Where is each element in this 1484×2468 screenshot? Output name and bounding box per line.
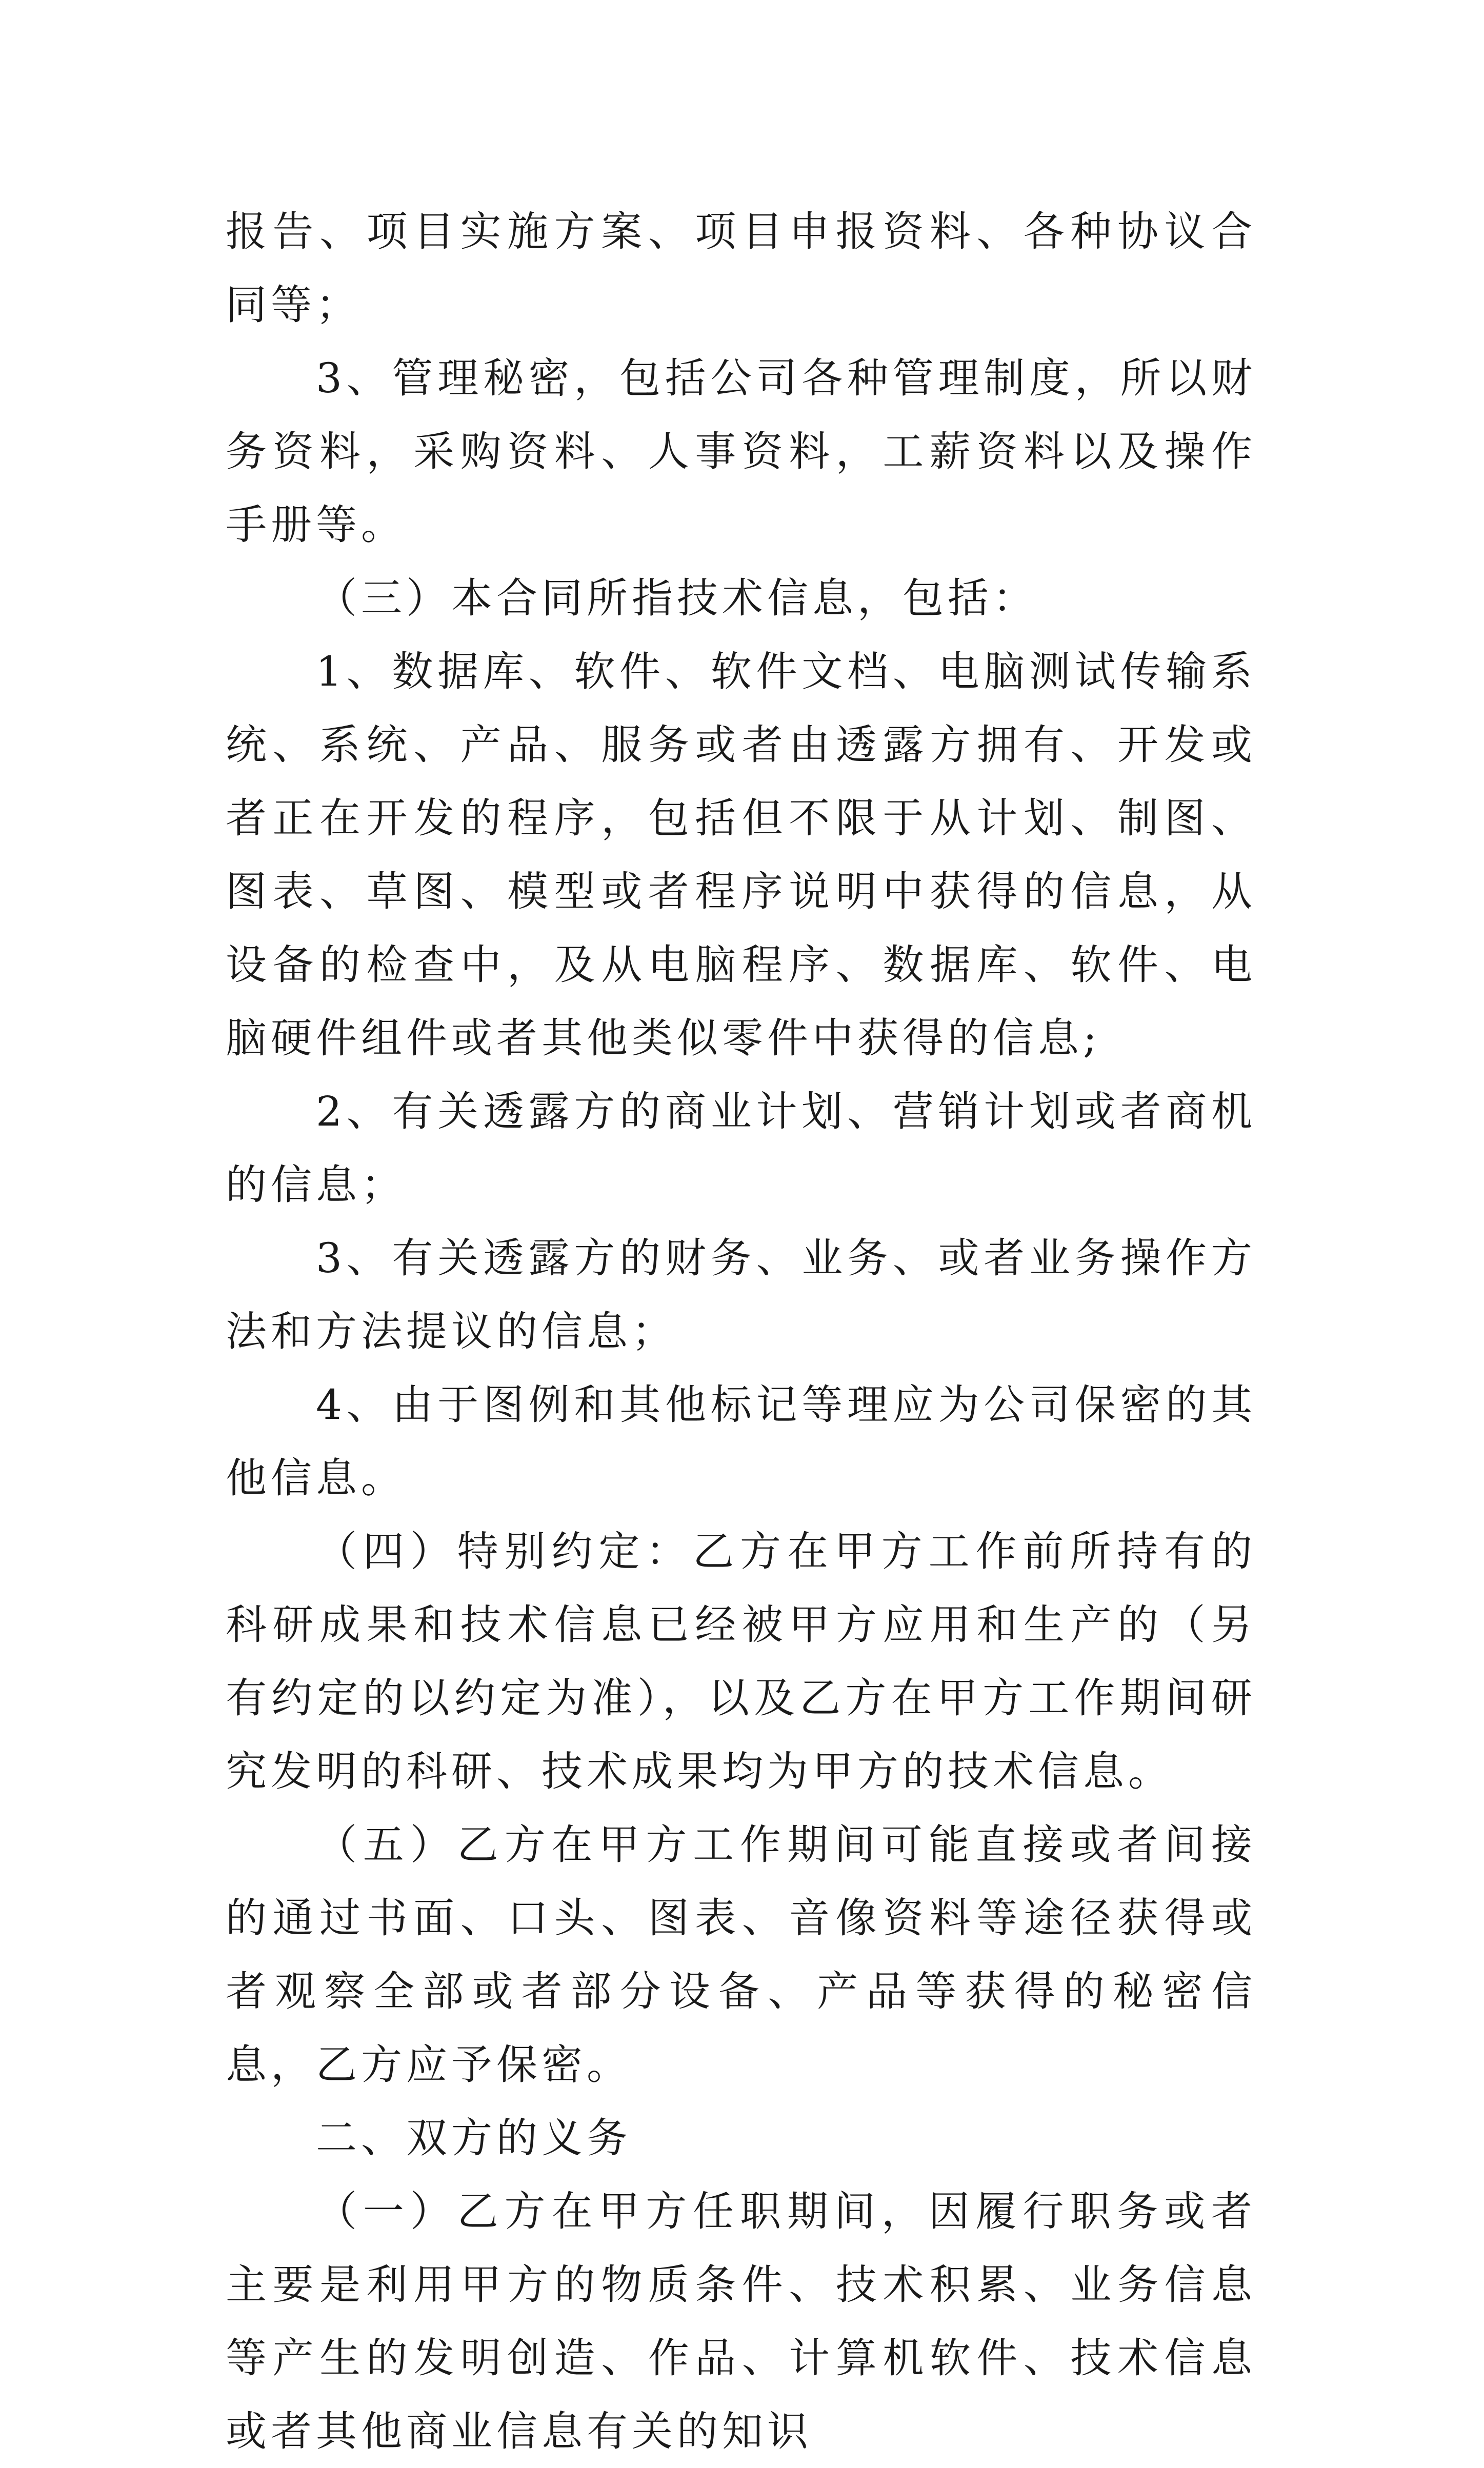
paragraph-special-agreement: （四）特别约定：乙方在甲方工作前所持有的科研成果和技术信息已经被甲方应用和生产的（另有约定的以约定为准），以及乙方在甲方工作期间研究发明的科研、技术成果均为甲方的技术信息。 <box>226 1528 1256 1795</box>
paragraph-item-4-legend: 4、由于图例和其他标记等理应为公司保密的其他信息。 <box>226 1381 1256 1502</box>
paragraph-item-2-business-plan: 2、有关透露方的商业计划、营销计划或者商机的信息； <box>226 1088 1256 1209</box>
document-body <box>226 195 1256 2468</box>
paragraph-item-3-finance: 3、有关透露方的财务、业务、或者业务操作方法和方法提议的信息； <box>226 1234 1256 1355</box>
paragraph-item-1-database: 1、数据库、软件、软件文档、电脑测试传输系统、系统、产品、服务或者由透露方拥有、开发或者正在开发的程序，包括但不限于从计划、制图、图表、草图、模型或者程序说明中获得的信息，从设备的检查中，及从电脑程序、数据库、软件、电脑硬件组件或者其他类似零件中获得的信息; <box>226 648 1256 1062</box>
paragraph-confidentiality: （五）乙方在甲方工作期间可能直接或者间接的通过书面、口头、图表、音像资料等途径获得或者观察全部或者部分设备、产品等获得的秘密信息，乙方应予保密。 <box>226 1821 1256 2089</box>
section-heading-obligations: 二、双方的义务 <box>316 2114 632 2162</box>
section-heading-technical-info: （三）本合同所指技术信息，包括： <box>316 574 1038 622</box>
paragraph-obligation-1: （一）乙方在甲方任职期间，因履行职务或者主要是利用甲方的物质条件、技术积累、业务信息等产生的发明创造、作品、计算机软件、技术信息或者其他商业信息有关的知识 <box>226 2188 1256 2455</box>
paragraph-continuation: 报告、项目实施方案、项目申报资料、各种协议合同等； <box>226 208 1256 329</box>
paragraph-management-secrets: 3、管理秘密，包括公司各种管理制度，所以财务资料，采购资料、人事资料，工薪资料以及操作手册等。 <box>226 354 1256 549</box>
